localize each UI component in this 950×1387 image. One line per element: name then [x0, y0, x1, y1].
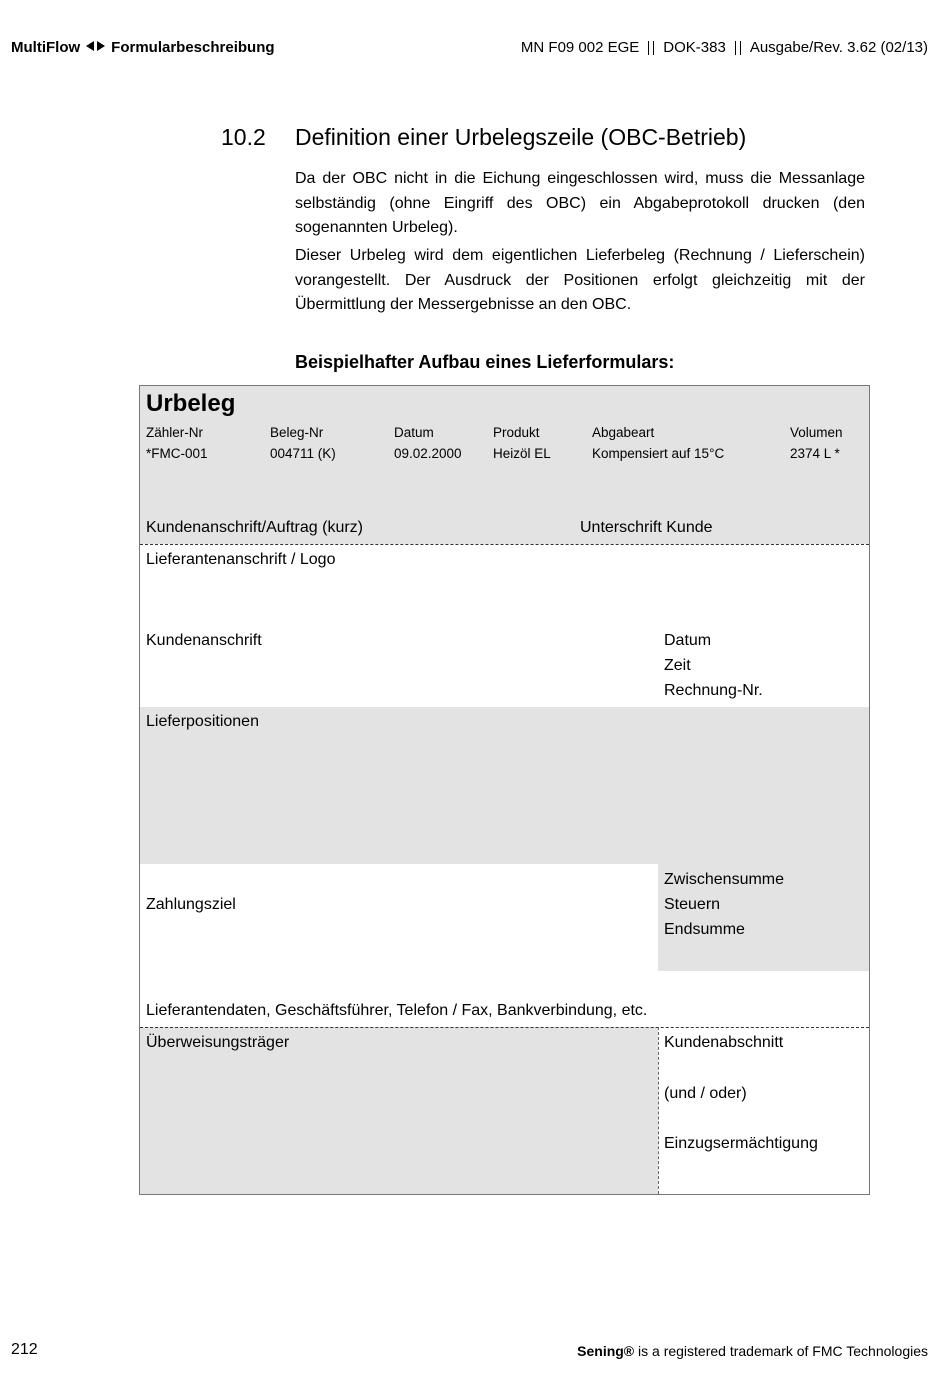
customer-order-label: Kundenanschrift/Auftrag (kurz): [146, 519, 363, 536]
section-number: 10.2: [221, 124, 266, 150]
supplier-data-label: Lieferantendaten, Geschäftsführer, Telefon / Fax, Bankverbindung, etc.: [146, 1002, 648, 1019]
double-bar-separator: [648, 41, 654, 55]
running-header-right: [521, 39, 928, 56]
date-label: Datum: [664, 632, 712, 649]
column-value: 004711 (K): [270, 446, 336, 461]
paragraph-1: Da der OBC nicht in die Eichung eingeschlossen wird, muss die Messanlage selbständig (ohne Eingriff des OBC) ein Abgabeprotokoll drucken (den sogenannten Urbeleg).: [295, 170, 865, 236]
transfer-slip-label: Überweisungsträger: [146, 1034, 290, 1051]
column-value: Heizöl EL: [493, 446, 551, 461]
cut-line: [140, 1027, 869, 1028]
document-title: Formularbeschreibung: [111, 39, 275, 56]
document-number: DOK-383: [663, 39, 726, 56]
column-header: Beleg-Nr: [270, 425, 324, 440]
column-header: Zähler-Nr: [146, 425, 204, 440]
column-header: Abgabeart: [592, 425, 655, 440]
section-title: Definition einer Urbelegszeile (OBC-Betrieb): [295, 124, 747, 150]
urbeleg-title: Urbeleg: [146, 390, 236, 417]
product-name: MultiFlow: [11, 39, 81, 56]
triangle-right-icon: [97, 41, 105, 51]
customer-stub-label: Kundenabschnitt: [664, 1034, 784, 1051]
document-revision: Ausgabe/Rev. 3.62 (02/13): [749, 39, 928, 56]
form-example-heading: Beispielhafter Aufbau eines Lieferformulars:: [295, 352, 675, 372]
double-bar-separator: [735, 41, 741, 55]
column-header: Volumen: [790, 425, 843, 440]
cut-line-vertical: [658, 1027, 659, 1194]
invoice-number-label: Rechnung-Nr.: [664, 682, 763, 699]
subtotal-label: Zwischensumme: [664, 871, 785, 888]
taxes-label: Steuern: [664, 896, 721, 913]
cut-line: [140, 544, 869, 545]
trademark-note: [577, 1343, 928, 1359]
column-value: *FMC-001: [146, 446, 208, 461]
delivery-form-example: [139, 385, 870, 1195]
paragraph-2: Dieser Urbeleg wird dem eigentlichen Lieferbeleg (Rechnung / Lieferschein) vorangestellt. Der Ausdruck der Positionen erfolgt gleichzeitig mit der Übermittlung der Messergebnisse an den OBC.: [295, 247, 865, 313]
column-value: 2374 L *: [790, 446, 840, 461]
trademark-brand: Sening®: [577, 1343, 635, 1359]
customer-address-label: Kundenanschrift: [146, 632, 262, 649]
and-or-label: (und / oder): [664, 1085, 747, 1102]
triangle-left-icon: [86, 41, 94, 51]
column-header: Produkt: [493, 425, 540, 440]
column-value: Kompensiert auf 15°C: [592, 446, 725, 461]
total-label: Endsumme: [664, 921, 745, 938]
supplier-address-label: Lieferantenanschrift / Logo: [146, 551, 336, 568]
document-code: MN F09 002 EGE: [520, 39, 640, 56]
signature-label: Unterschrift Kunde: [580, 519, 713, 536]
trademark-text: is a registered trademark of FMC Technologies: [634, 1343, 928, 1359]
running-header-left: [11, 39, 275, 56]
positions-label: Lieferpositionen: [146, 713, 259, 730]
payment-terms-label: Zahlungsziel: [146, 896, 236, 913]
time-label: Zeit: [664, 657, 691, 674]
column-value: 09.02.2000: [394, 446, 462, 461]
column-header: Datum: [394, 425, 434, 440]
page-number: 212: [11, 1341, 38, 1358]
direct-debit-label: Einzugsermächtigung: [664, 1135, 818, 1152]
transfer-slip-area: [140, 1027, 658, 1194]
